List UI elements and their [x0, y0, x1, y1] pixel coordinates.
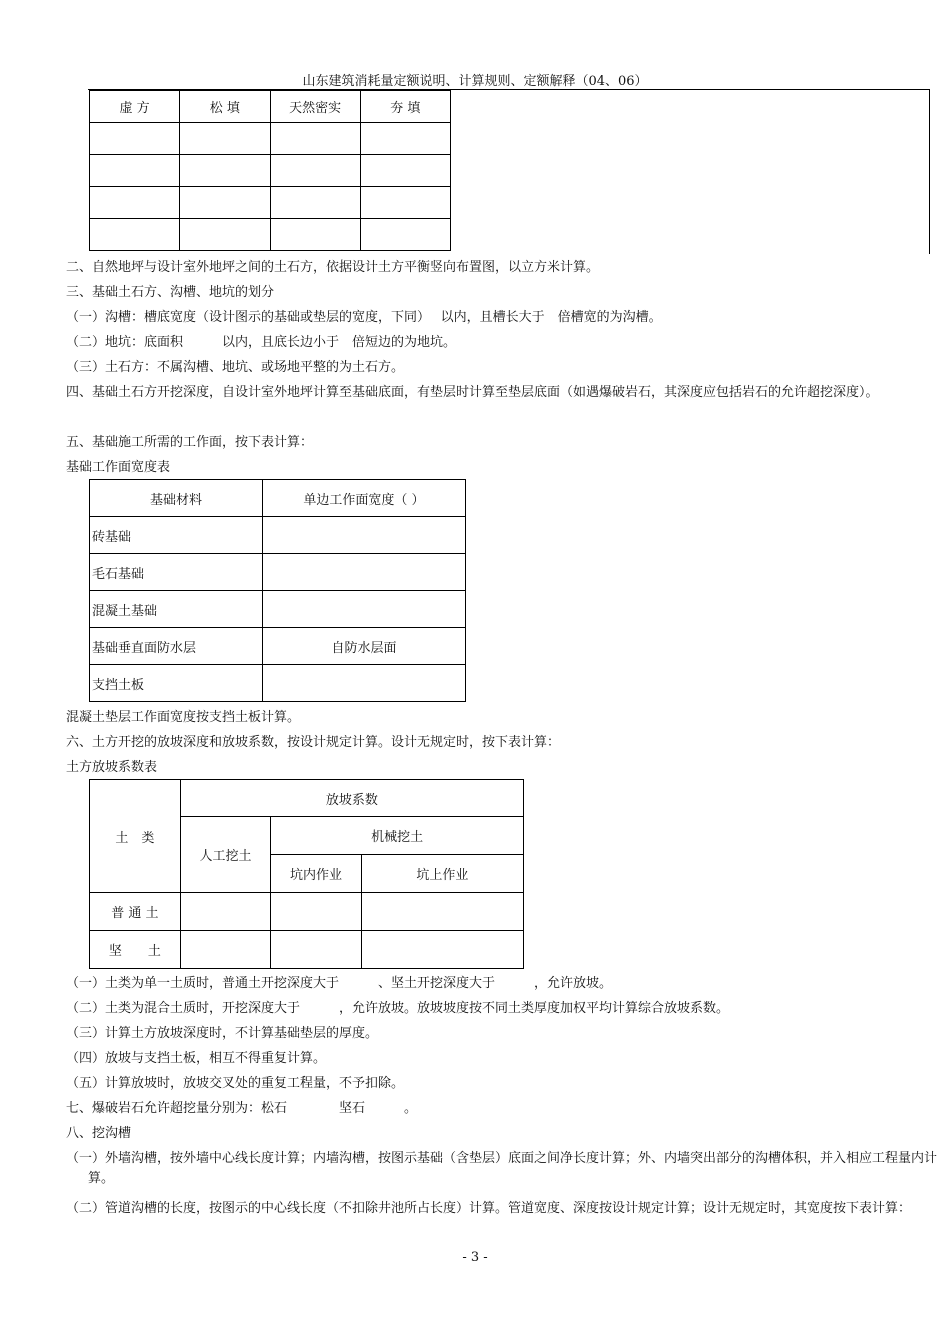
header-cell: 夯 填	[360, 91, 450, 123]
paragraph: （二）管道沟槽的长度，按图示的中心线长度（不扣除井池所占长度）计算。管道宽度、深度按设计规定计算；设计无规定时，其宽度按下表计算：	[66, 1201, 912, 1216]
header-cell: 松 填	[180, 91, 270, 123]
table-row	[90, 665, 466, 702]
page-header: 山东建筑消耗量定额说明、计算规则、定额解释（04、06）	[302, 74, 648, 89]
header-cell: 人工挖土	[180, 817, 271, 893]
table-row	[90, 628, 466, 665]
paragraph: 混凝土垫层工作面宽度按支挡土板计算。	[66, 710, 301, 725]
table-cell	[90, 123, 180, 155]
table-cell: 自防水层面	[263, 628, 466, 665]
paragraph: 二、自然地坪与设计室外地坪之间的土石方，依据设计土方平衡竖向布置图，以立方米计算。	[66, 260, 600, 275]
paragraph: 七、爆破岩石允许超挖量分别为：松石 坚石 。	[66, 1101, 418, 1116]
table-row	[90, 893, 524, 931]
header-cell: 机械挖土	[271, 817, 524, 855]
table-cell: 支挡土板	[90, 665, 263, 702]
header-cell: 天然密实	[270, 91, 360, 123]
table-cell	[360, 219, 450, 251]
paragraph: （一）外墙沟槽，按外墙中心线长度计算；内墙沟槽，按图示基础（含垫层）底面之间净长度计算；外、内墙突出部分的沟槽体积，并入相应工程量内计算。	[66, 1151, 938, 1186]
table-cell	[360, 155, 450, 187]
header-cell: 坑内作业	[271, 855, 362, 893]
table-cell: 混凝土基础	[90, 591, 263, 628]
table-cell	[180, 931, 271, 969]
table-cell: 普 通 土	[90, 893, 181, 931]
table-cell	[270, 123, 360, 155]
table-cell: 坚 土	[90, 931, 181, 969]
paragraph: （五）计算放坡时，放坡交叉处的重复工程量，不予扣除。	[66, 1076, 405, 1091]
table-cell	[361, 893, 523, 931]
table-cell	[271, 931, 362, 969]
paragraph: 四、基础土石方开挖深度，自设计室外地坪计算至基础底面，有垫层时计算至垫层底面（如遇爆破岩石，其深度应包括岩石的允许超挖深度）。	[66, 385, 879, 400]
table-cell	[263, 591, 466, 628]
paragraph: 五、基础施工所需的工作面，按下表计算：	[66, 435, 314, 450]
table-cell: 基础垂直面防水层	[90, 628, 263, 665]
table-row	[90, 591, 466, 628]
table-cell	[361, 931, 523, 969]
paragraph: （二）地坑：底面积 以内，且底长边小于 倍短边的为地坑。	[66, 335, 457, 350]
table-cell	[180, 219, 270, 251]
volume-conversion-table	[89, 90, 451, 251]
header-cell: 基础材料	[90, 480, 263, 517]
table-cell	[263, 665, 466, 702]
table-cell: 砖基础	[90, 517, 263, 554]
table-row	[90, 155, 451, 187]
table-cell	[263, 554, 466, 591]
table-cell	[90, 219, 180, 251]
table-cell	[263, 517, 466, 554]
header-cell: 虚 方	[90, 91, 180, 123]
table-row	[90, 219, 451, 251]
page-number: - 3 -	[462, 1250, 488, 1265]
table-row	[90, 123, 451, 155]
table-cell	[360, 187, 450, 219]
table-caption: 土方放坡系数表	[66, 760, 158, 775]
table-caption: 基础工作面宽度表	[66, 460, 171, 475]
table-cell	[180, 893, 271, 931]
work-surface-width-table	[89, 479, 466, 702]
paragraph: （二）土类为混合土质时，开挖深度大于 ，允许放坡。放坡坡度按不同土类厚度加权平均计算综合放坡系数。	[66, 1001, 730, 1016]
table-row	[90, 931, 524, 969]
header-cell: 单边工作面宽度（ ）	[263, 480, 466, 517]
header-cell: 放坡系数	[180, 780, 523, 817]
right-border-line	[929, 89, 930, 254]
header-cell: 土 类	[90, 780, 181, 893]
table-cell	[270, 219, 360, 251]
paragraph: 六、土方开挖的放坡深度和放坡系数，按设计规定计算。设计无规定时，按下表计算：	[66, 735, 561, 750]
table-cell	[90, 155, 180, 187]
paragraph: （一）土类为单一土质时，普通土开挖深度大于 、坚土开挖深度大于 ，允许放坡。	[66, 976, 613, 991]
paragraph: （三）土石方：不属沟槽、地坑、或场地平整的为土石方。	[66, 360, 405, 375]
table-cell	[270, 187, 360, 219]
table-cell	[270, 155, 360, 187]
table-row	[90, 517, 466, 554]
table-cell	[90, 187, 180, 219]
paragraph: 三、基础土石方、沟槽、地坑的划分	[66, 285, 275, 300]
slope-coefficient-table	[89, 779, 524, 969]
table-row	[90, 554, 466, 591]
table-cell	[271, 893, 362, 931]
table-cell	[360, 123, 450, 155]
paragraph: 八、挖沟槽	[66, 1126, 132, 1141]
table-cell	[180, 155, 270, 187]
table-cell	[180, 123, 270, 155]
paragraph: （四）放坡与支挡土板，相互不得重复计算。	[66, 1051, 327, 1066]
paragraph: （一）沟槽：槽底宽度（设计图示的基础或垫层的宽度，下同） 以内，且槽长大于 倍槽宽的为沟槽。	[66, 310, 662, 325]
header-cell: 坑上作业	[361, 855, 523, 893]
table-cell: 毛石基础	[90, 554, 263, 591]
table-cell	[180, 187, 270, 219]
table-row	[90, 187, 451, 219]
paragraph: （三）计算土方放坡深度时，不计算基础垫层的厚度。	[66, 1026, 379, 1041]
